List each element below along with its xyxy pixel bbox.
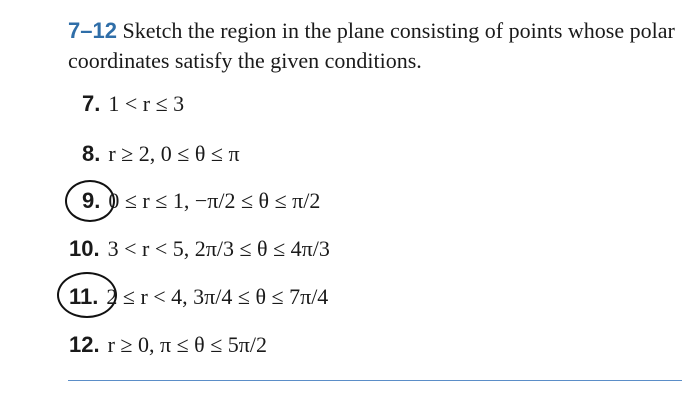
exercise-condition: 0 ≤ r ≤ 1, −π/2 ≤ θ ≤ π/2: [108, 188, 321, 213]
exercise-12: [69, 330, 267, 360]
exercise-number: 10.: [69, 236, 100, 261]
exercise-condition: r ≥ 0, π ≤ θ ≤ 5π/2: [107, 332, 268, 357]
exercise-number: 11.: [69, 284, 99, 309]
exercise-number: 8.: [82, 141, 101, 166]
instructions-text: Sketch the region in the plane consisting of points whose polar coordinates satisfy the given conditions.: [68, 18, 675, 73]
exercise-range: 7–12: [68, 18, 117, 43]
exercise-10: [69, 234, 330, 264]
exercise-7: [82, 89, 184, 119]
exercise-number: 9.: [82, 188, 101, 213]
exercise-number: 7.: [82, 91, 101, 116]
exercise-8: [82, 139, 240, 169]
exercise-11: [69, 282, 328, 312]
exercise-number: 12.: [69, 332, 100, 357]
exercise-9: [82, 186, 320, 216]
exercise-condition: 2 ≤ r < 4, 3π/4 ≤ θ ≤ 7π/4: [106, 284, 329, 309]
exercise-condition: 3 < r < 5, 2π/3 ≤ θ ≤ 4π/3: [107, 236, 330, 261]
exercise-condition: r ≥ 2, 0 ≤ θ ≤ π: [108, 141, 240, 166]
divider-line: [68, 380, 682, 381]
problem-header: [68, 16, 678, 76]
exercise-condition: 1 < r ≤ 3: [108, 91, 185, 116]
